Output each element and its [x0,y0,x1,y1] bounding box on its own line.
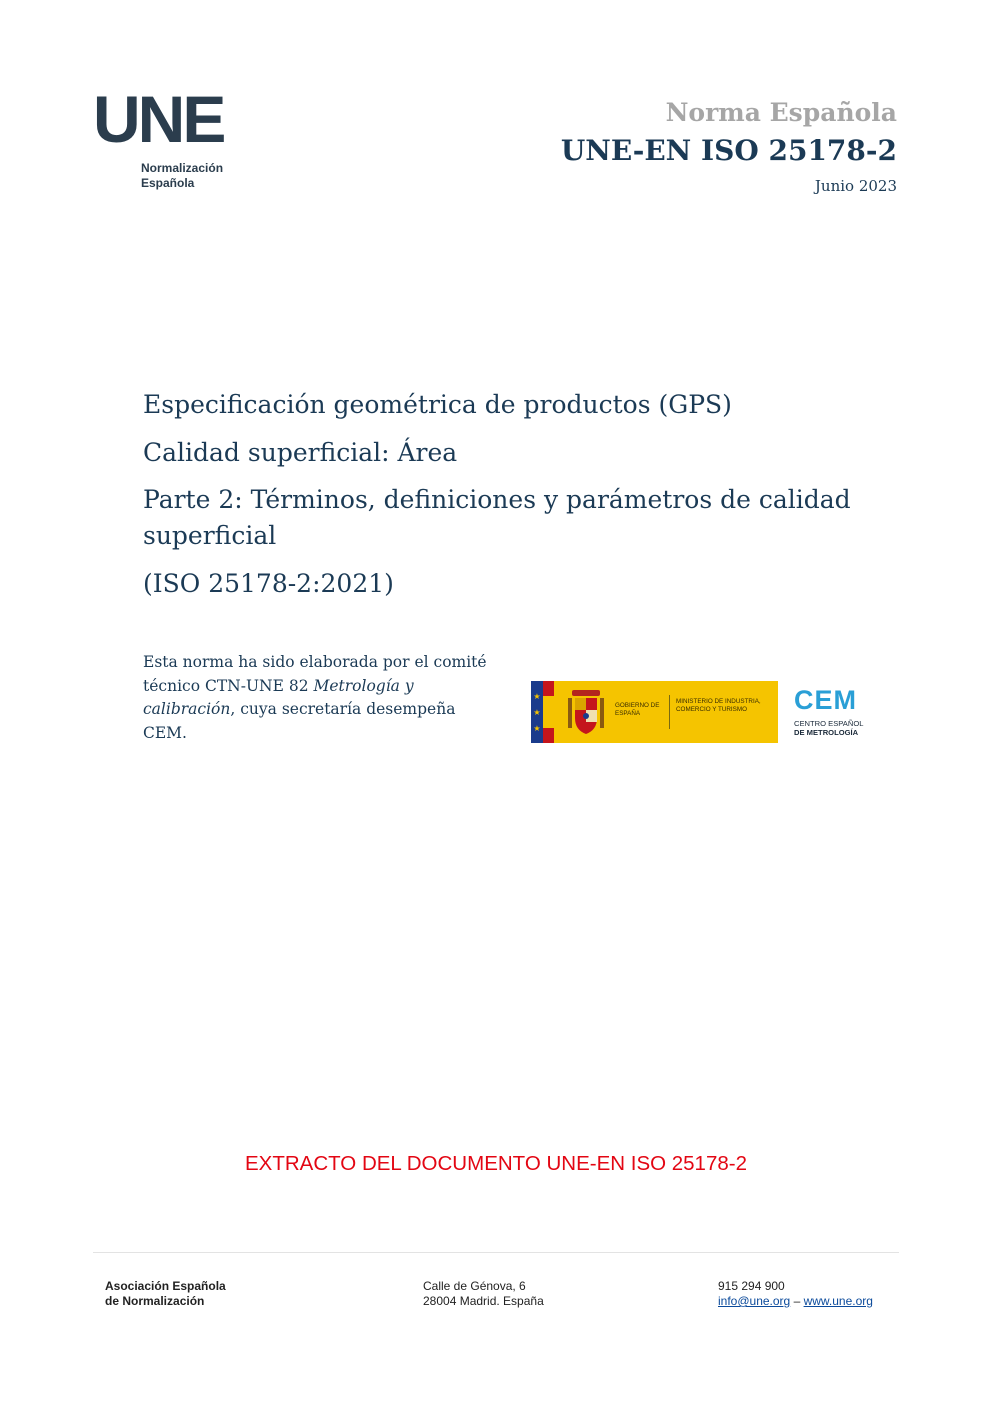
link-separator: – [790,1294,804,1308]
footer-contact [718,1279,873,1309]
footer-address-line-1: Calle de Génova, 6 [423,1279,526,1293]
excerpt-banner: EXTRACTO DEL DOCUMENTO UNE-EN ISO 25178-2 [245,1152,747,1175]
cem-logo [784,681,886,743]
footer-divider [93,1252,899,1253]
cem-mark: CEM [794,685,857,715]
footer-phone: 915 294 900 [718,1279,785,1293]
title-line-1: Especificación geométrica de productos (GPS) [143,390,732,419]
une-logo-mark [93,88,233,148]
footer-org-line-2: de Normalización [105,1294,205,1308]
title-line-2: Calidad superficial: Área [143,438,458,467]
une-logo-text: UNE [93,88,224,148]
title-line-3: Parte 2: Términos, definiciones y parámetros de calidad superficial [143,485,851,550]
document-code: UNE-EN ISO 25178-2 [560,134,897,167]
svg-text:★: ★ [533,708,541,717]
gov-divider [669,695,670,729]
logo-sub-line-2: Española [141,176,195,190]
committee-name: Metrología y calibración [143,676,414,718]
svg-text:★: ★ [533,692,541,701]
cem-line-1: CENTRO ESPAÑOL [794,719,864,728]
document-date: Junio 2023 [814,177,897,195]
committee-text-after: , cuya secretaría desempeña CEM. [143,700,456,742]
document-kind: Norma Española [665,98,897,127]
footer-address [423,1279,544,1309]
eu-spain-flag-icon [531,681,554,743]
footer-links [718,1294,873,1309]
une-logo-subtitle [141,161,223,191]
committee-text-before: Esta norma ha sido elaborada por el comité técnico CTN-UNE 82 [143,653,487,695]
email-link[interactable]: info@une.org [718,1294,791,1308]
committee-statement [143,651,498,745]
cem-line-2: DE METROLOGÍA [794,728,859,737]
logo-sub-line-1: Normalización [141,161,224,175]
une-logo [93,88,243,198]
footer-org-line-1: Asociación Española [105,1279,226,1293]
ministry-label: MINISTERIO DE INDUSTRIA, COMERCIO Y TURISMO [676,698,761,713]
footer-organization [105,1279,226,1309]
title-line-4: (ISO 25178-2:2021) [143,569,394,598]
gobierno-logo [531,681,778,743]
svg-text:★: ★ [533,724,541,733]
website-link[interactable]: www.une.org [803,1294,873,1308]
footer-address-line-2: 28004 Madrid. España [423,1294,544,1308]
coat-of-arms-icon [566,686,606,738]
gobierno-label: GOBIERNO DE ESPAÑA [615,702,660,717]
